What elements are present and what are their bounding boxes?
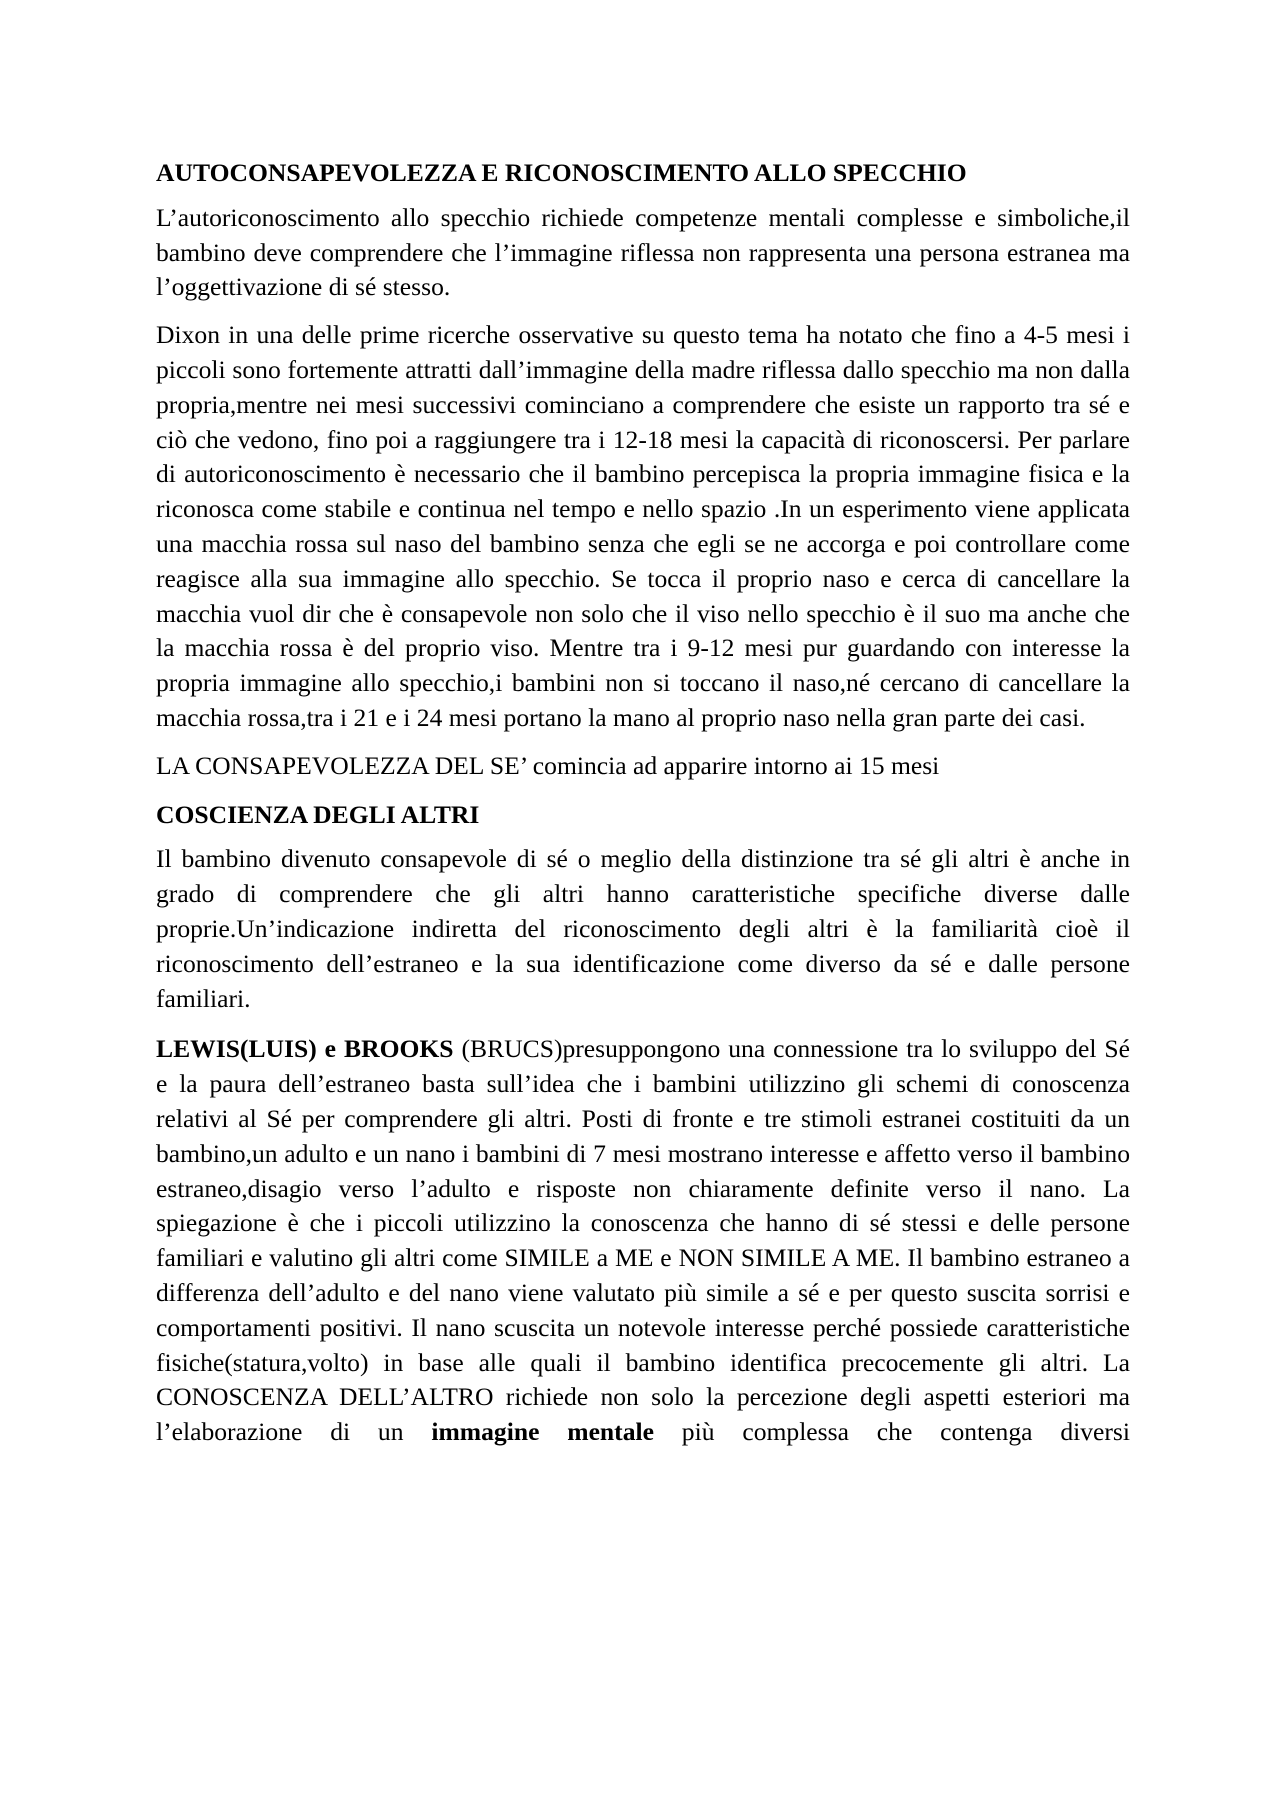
authors-bold-text: LEWIS(LUIS) e BROOKS	[156, 1034, 454, 1064]
paragraph-lewis-brooks	[156, 1032, 1130, 1450]
paragraph-text-part1: (BRUCS)presuppongono una connessione tra lo sviluppo del Sé e la paura dell’estraneo basta sull’idea che i bambini utilizzino gli schemi di conoscenza relativi al Sé per comprendere gli altri. Posti di fronte e tre stimoli estranei costituiti da un bambino,un adulto e un nano i bambini di 7 mesi mostrano interesse e affetto verso il bambino estraneo,disagio verso l’adulto e risposte non chiaramente definite verso il nano. La spiegazione è che i piccoli utilizzino la conoscenza che hanno di sé stessi e delle persone familiari e valutino gli altri come SIMILE a ME e NON SIMILE A ME. Il bambino estraneo a differenza dell’adulto e del nano viene valutato più simile a sé e per questo suscita sorrisi e comportamenti positivi. Il nano scuscita un notevole interesse perché possiede caratteristiche fisiche(statura,volto) in base alle quali il bambino identifica precocemente gli altri. La CONOSCENZA DELL’ALTRO richiede non solo la percezione degli aspetti esteriori ma l’elaborazione di un	[156, 1034, 1131, 1447]
paragraph-consapevolezza-se: LA CONSAPEVOLEZZA DEL SE’ comincia ad apparire intorno ai 15 mesi	[156, 750, 940, 780]
paragraph-autoriconoscimento: L’autoriconoscimento allo specchio richiede competenze mentali complesse e simboliche,il bambino deve comprendere che l’immagine riflessa non rappresenta una persona estranea ma l’oggettivazione di sé stesso.	[156, 202, 1130, 302]
paragraph-riconoscimento-altri: Il bambino divenuto consapevole di sé o meglio della distinzione tra sé gli altri è anche in grado di comprendere che gli altri hanno caratteristiche specifiche diverse dalle proprie.Un’indicazione indiretta del riconoscimento degli altri è la familiarità cioè il riconoscimento dell’estraneo e la sua identificazione come diverso da sé e dalle persone familiari.	[156, 844, 1130, 1013]
paragraph-text-part2: più complessa che contenga diversi	[653, 1417, 1130, 1447]
document-page	[156, 156, 1130, 1450]
paragraph-dixon-research: Dixon in una delle prime ricerche osservative su questo tema ha notato che fino a 4-5 mesi i piccoli sono fortemente attratti dall’immagine della madre riflessa dallo specchio ma non dalla propria,mentre nei mesi successivi cominciano a comprendere che esiste un rapporto tra sé e ciò che vedono, fino poi a raggiungere tra i 12-18 mesi la capacità di riconoscersi. Per parlare di autoriconoscimento è necessario che il bambino percepisca la propria immagine fisica e la riconosca come stabile e continua nel tempo e nello spazio .In un esperimento viene applicata una macchia rossa sul naso del bambino senza che egli se ne accorga e poi controllare come reagisce alla sua immagine allo specchio. Se tocca il proprio naso e cerca di cancellare la macchia vuol dir che è consapevole non solo che il viso nello specchio è il suo ma anche che la macchia rossa è del proprio viso. Mentre tra i 9-12 mesi pur guardando con interesse la propria immagine allo specchio,i bambini non si toccano il naso,né cercano di cancellare la macchia rossa,tra i 21 e i 24 mesi portano la mano al proprio naso nella gran parte dei casi.	[156, 320, 1130, 732]
section-heading-coscienza-altri: COSCIENZA DEGLI ALTRI	[156, 799, 480, 829]
section-heading-autoconsapevolezza: AUTOCONSAPEVOLEZZA E RICONOSCIMENTO ALLO SPECCHIO	[156, 158, 967, 187]
bold-term-immagine-mentale: immagine mentale	[431, 1417, 654, 1447]
